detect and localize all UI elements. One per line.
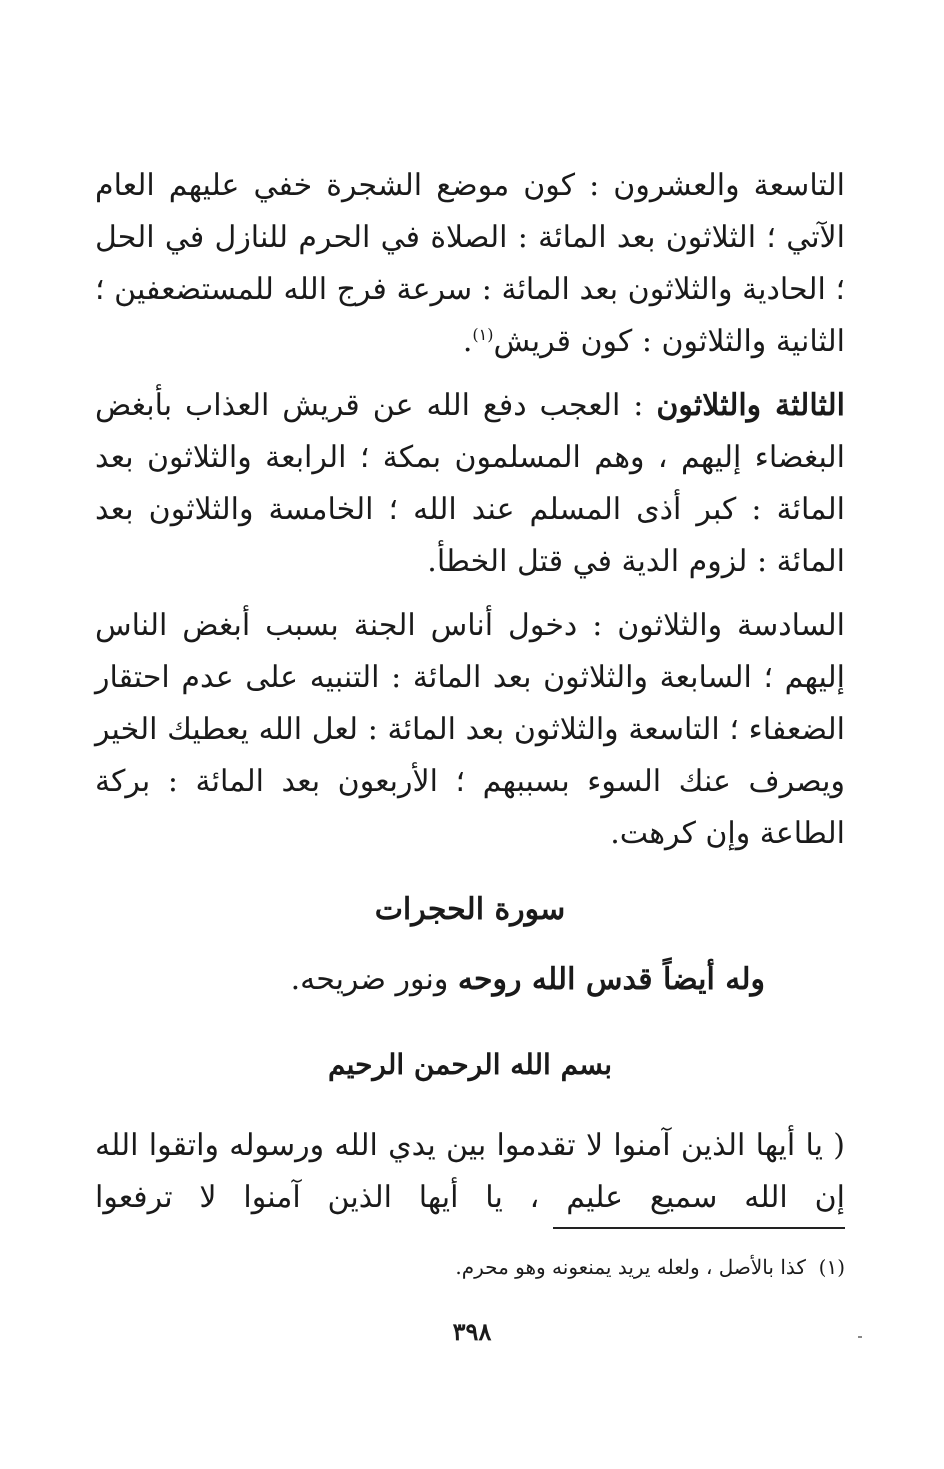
- verse-text: ( يا أيها الذين آمنوا لا تقدموا بين يدي الله ورسوله واتقوا الله إن الله سميع عليم ، يا أيها الذين آمنوا لا ترفعوا: [95, 1128, 845, 1215]
- paragraph-1: [95, 160, 845, 368]
- attribution-line: [95, 954, 845, 1006]
- attribution-bold: وله أيضاً قدس الله روحه: [457, 962, 765, 997]
- paragraph-1-tail: .: [462, 324, 473, 359]
- footnote-text: كذا بالأصل ، ولعله يريد يمنعونه وهو محرم.: [455, 1255, 806, 1279]
- paragraph-3-text: السادسة والثلاثون : دخول أناس الجنة بسبب أبغض الناس إليهم ؛ السابعة والثلاثون بعد المائة : التنبيه على عدم احتقار الضعفاء ؛ التاسعة والثلاثون بعد المائة : لعل الله يعطيك الخير ويصرف عنك السوء بسببهم ؛ الأربعون بعد المائة : بركة الطاعة وإن كرهت.: [95, 608, 845, 851]
- page-body: [95, 160, 845, 1224]
- scan-speck: [858, 1336, 862, 1338]
- attribution-rest: ونور ضريحه.: [290, 962, 458, 997]
- paragraph-2: [95, 380, 845, 588]
- sura-title: سورة الحجرات: [374, 892, 566, 927]
- paragraph-3: [95, 600, 845, 860]
- paragraph-2-lead: الثالثة والثلاثون: [656, 388, 845, 423]
- footnote-reference[interactable]: (١): [472, 325, 494, 344]
- paragraph-1-text: التاسعة والعشرون : كون موضع الشجرة خفي عليهم العام الآتي ؛ الثلاثون بعد المائة : الصلاة في الحرم للنازل في الحل ؛ الحادية والثلاثون بعد المائة : سرعة فرج الله للمستضعفين ؛ الثانية والثلاثون : كون قريش: [95, 168, 845, 359]
- page-number: ٣٩٨: [452, 1317, 492, 1346]
- footnote: [455, 1252, 845, 1282]
- basmala: بسم الله الرحمن الرحيم: [328, 1048, 612, 1081]
- footnote-divider: [553, 1227, 845, 1229]
- paragraph-2-text: : العجب دفع الله عن قريش العذاب بأبغض البغضاء إليهم ، وهم المسلمون بمكة ؛ الرابعة والثلاثون بعد المائة : كبر أذى المسلم عند الله ؛ الخامسة والثلاثون بعد المائة : لزوم الدية في قتل الخطأ.: [95, 388, 845, 579]
- footnote-marker: (١): [818, 1255, 845, 1279]
